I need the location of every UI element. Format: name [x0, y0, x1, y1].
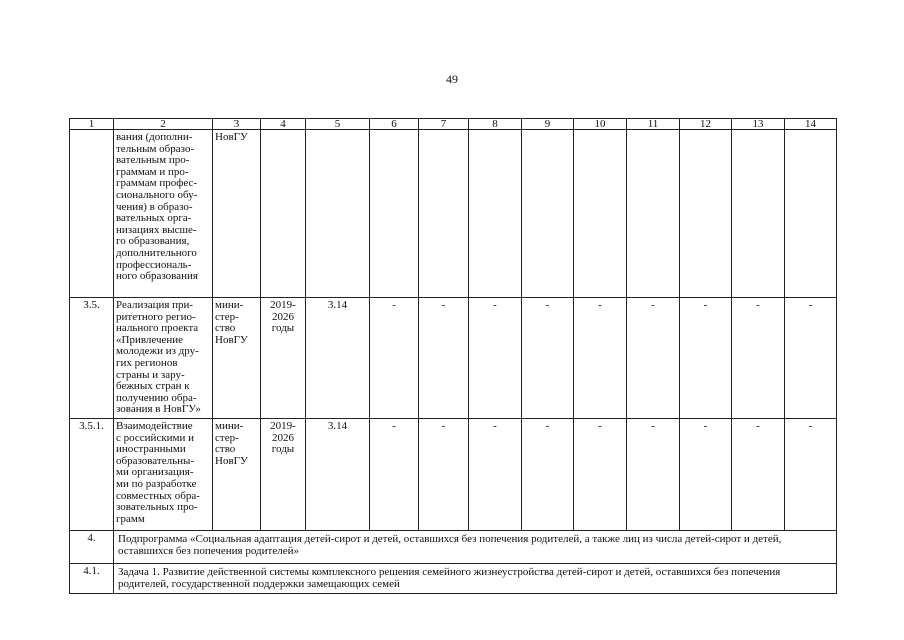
value-cell: [522, 130, 574, 298]
value-cell: -: [785, 298, 837, 419]
value-cell: -: [370, 298, 419, 419]
value-cell: -: [627, 419, 680, 531]
indicator-link: 3.14: [306, 298, 370, 419]
value-cell: -: [680, 298, 732, 419]
page-number: 49: [446, 72, 458, 86]
column-header: 1: [70, 119, 114, 130]
row-number: 4.: [70, 531, 114, 564]
value-cell: -: [469, 298, 522, 419]
value-cell: -: [574, 298, 627, 419]
subprogram-row: [70, 531, 837, 564]
period: 2019- 2026 годы: [261, 419, 306, 531]
program-table: [69, 118, 837, 594]
executor: НовГУ: [213, 130, 261, 298]
executor: мини- стер- ство НовГУ: [213, 298, 261, 419]
value-cell: -: [574, 419, 627, 531]
period: 2019- 2026 годы: [261, 298, 306, 419]
value-cell: -: [522, 298, 574, 419]
value-cell: -: [732, 419, 785, 531]
task-row: [70, 564, 837, 594]
indicator-link: [306, 130, 370, 298]
header-row: [70, 119, 837, 130]
table-row: [70, 298, 837, 419]
row-number: 3.5.: [70, 298, 114, 419]
row-number: 4.1.: [70, 564, 114, 594]
table-row: [70, 419, 837, 531]
indicator-link: 3.14: [306, 419, 370, 531]
column-header: 2: [114, 119, 213, 130]
table-row: [70, 130, 837, 298]
column-header: 11: [627, 119, 680, 130]
value-cell: -: [785, 419, 837, 531]
value-cell: [785, 130, 837, 298]
measure-name: вания (дополни- тельным образо- вательным про- граммам и про- граммам профес- сионального обу- чения) в образо- вательных орга- низациях высше- го образования, дополнительного профессиональ- ного образования: [114, 130, 213, 298]
row-number: 3.5.1.: [70, 419, 114, 531]
column-header: 3: [213, 119, 261, 130]
column-header: 6: [370, 119, 419, 130]
value-cell: -: [469, 419, 522, 531]
value-cell: -: [627, 298, 680, 419]
row-number: [70, 130, 114, 298]
value-cell: -: [732, 298, 785, 419]
value-cell: -: [680, 419, 732, 531]
column-header: 5: [306, 119, 370, 130]
value-cell: -: [370, 419, 419, 531]
value-cell: -: [419, 419, 469, 531]
value-cell: [680, 130, 732, 298]
value-cell: [419, 130, 469, 298]
value-cell: [732, 130, 785, 298]
measure-name: Реализация при- ритетного регио- нального проекта «Привлечение молодежи из дру- гих регионов страны и зару- бежных стран к получению обра- зования в НовГУ»: [114, 298, 213, 419]
value-cell: -: [522, 419, 574, 531]
column-header: 8: [469, 119, 522, 130]
subprogram-title: Подпрограмма «Социальная адаптация детей-сирот и детей, оставшихся без попечения родителей, а также лиц из числа детей-сирот и детей, оставшихся без попечения родителей»: [114, 531, 837, 564]
task-title: Задача 1. Развитие действенной системы комплексного решения семейного жизнеустройства детей-сирот и детей, оставшихся без попечения родителей, государственной поддержки замещающих семей: [114, 564, 837, 594]
measure-name: Взаимодействие с российскими и иностранными образовательны- ми организация- ми по разработке совместных обра- зовательных про- грамм: [114, 419, 213, 531]
value-cell: [574, 130, 627, 298]
column-header: 10: [574, 119, 627, 130]
column-header: 4: [261, 119, 306, 130]
column-header: 7: [419, 119, 469, 130]
value-cell: -: [419, 298, 469, 419]
column-header: 14: [785, 119, 837, 130]
period: [261, 130, 306, 298]
column-header: 9: [522, 119, 574, 130]
value-cell: [469, 130, 522, 298]
column-header: 13: [732, 119, 785, 130]
column-header: 12: [680, 119, 732, 130]
executor: мини- стер- ство НовГУ: [213, 419, 261, 531]
value-cell: [627, 130, 680, 298]
value-cell: [370, 130, 419, 298]
